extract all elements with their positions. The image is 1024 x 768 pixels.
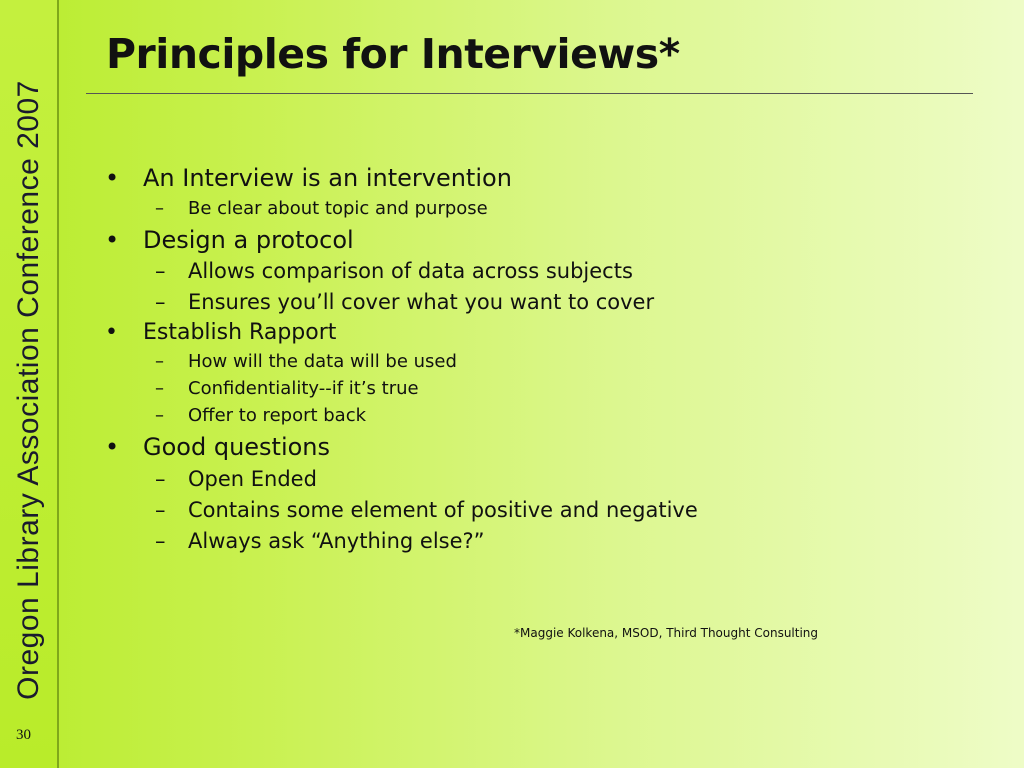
sub-bullet-text: Confidentiality--if it’s true (188, 378, 419, 399)
title-divider (86, 93, 973, 94)
dash-marker: – (155, 290, 166, 314)
bullet-marker: • (105, 320, 118, 345)
conference-title: Oregon Library Association Conference 2007 (12, 80, 45, 700)
slide-number: 30 (16, 727, 31, 743)
dash-marker: – (155, 378, 164, 399)
sub-bullet-text: Offer to report back (188, 405, 367, 426)
page-title: Principles for Interviews* (106, 30, 680, 78)
sub-bullet-text: Allows comparison of data across subjects (188, 259, 633, 283)
sub-bullet-text: How will the data will be used (188, 351, 457, 372)
dash-marker: – (155, 405, 164, 426)
dash-marker: – (155, 498, 166, 522)
sub-bullet-text: Contains some element of positive and negative (188, 498, 698, 522)
dash-marker: – (155, 529, 166, 553)
bullet-marker: • (105, 433, 120, 461)
sub-bullet-text: Always ask “Anything else?” (188, 529, 485, 553)
bullet-marker: • (105, 164, 120, 192)
sub-bullet-text: Ensures you’ll cover what you want to cover (188, 290, 655, 314)
dash-marker: – (155, 198, 164, 219)
attribution-footnote: *Maggie Kolkena, MSOD, Third Thought Consulting (514, 626, 819, 640)
bullet-text: Good questions (143, 433, 331, 461)
dash-marker: – (155, 467, 166, 491)
dash-marker: – (155, 351, 164, 372)
bullet-text: Design a protocol (143, 226, 354, 254)
bullet-text: Establish Rapport (143, 320, 337, 345)
bullet-marker: • (105, 226, 120, 254)
dash-marker: – (155, 259, 166, 283)
sub-bullet-text: Be clear about topic and purpose (188, 198, 488, 219)
bullet-text: An Interview is an intervention (143, 164, 512, 192)
sub-bullet-text: Open Ended (188, 467, 317, 491)
sidebar (0, 0, 59, 768)
